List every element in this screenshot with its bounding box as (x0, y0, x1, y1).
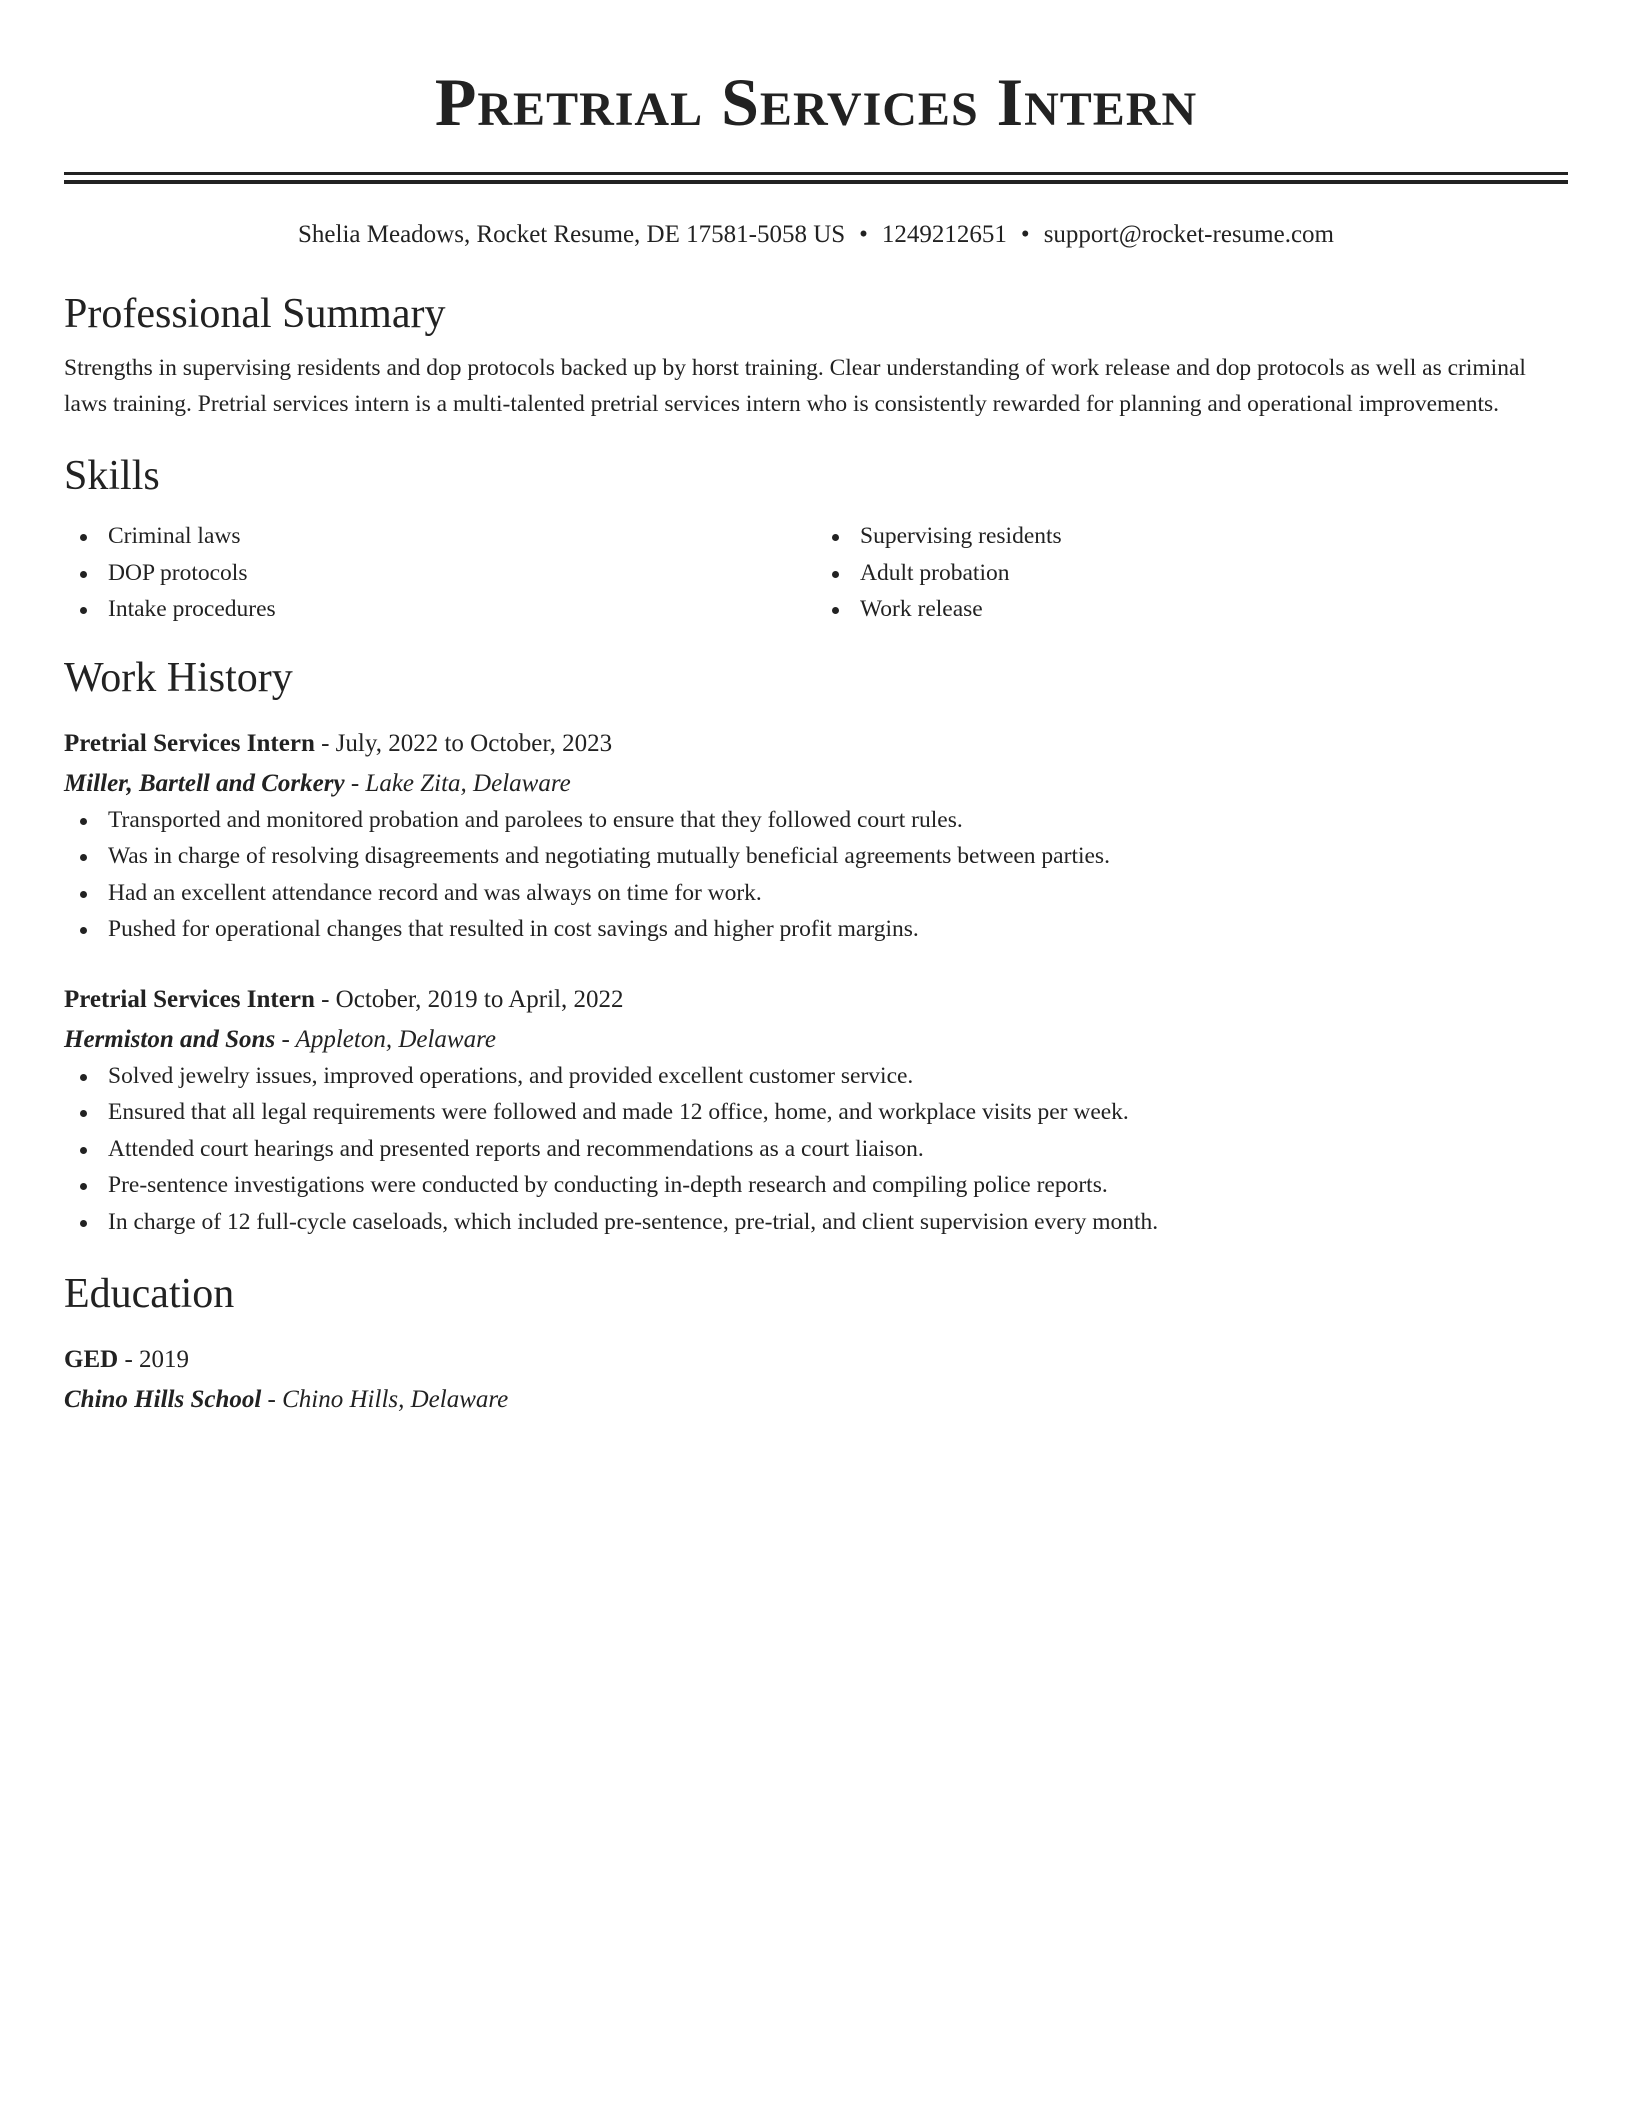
company-location: - Appleton, Delaware (275, 1025, 496, 1053)
job-title: Pretrial Services Intern (64, 985, 315, 1013)
degree-line (64, 1342, 1568, 1378)
job-title: Pretrial Services Intern (64, 729, 315, 757)
contact-phone: 1249212651 (881, 221, 1007, 248)
skill-item: Adult probation (816, 555, 1568, 592)
job-bullet: Attended court hearings and presented reports and recommendations as a court liaison. (64, 1131, 1568, 1168)
skills-column-left (64, 518, 816, 628)
degree-year: - 2019 (118, 1346, 190, 1373)
job-bullet: Ensured that all legal requirements were followed and made 12 office, home, and workplace visits per week. (64, 1094, 1568, 1131)
skills-grid (64, 518, 1568, 628)
company-name: Miller, Bartell and Corkery (64, 769, 345, 797)
education-section (64, 1268, 1568, 1418)
job-bullet: Transported and monitored probation and parolees to ensure that they followed court rules. (64, 802, 1568, 839)
summary-text: Strengths in supervising residents and dop protocols backed up by horst training. Clear understanding of work release and dop protocols as well as criminal laws training. Pretrial services intern is a multi-talented pretrial services intern who is consistently rewarded for planning and operational improvements. (64, 355, 1526, 417)
company-name: Hermiston and Sons (64, 1025, 276, 1053)
school-line (64, 1382, 1568, 1418)
job-bullet: Pre-sentence investigations were conducted by conducting in-depth research and compiling police reports. (64, 1167, 1568, 1204)
contact-address: Shelia Meadows, Rocket Resume, DE 17581-5058 US (298, 221, 846, 248)
job-entry (64, 726, 1568, 948)
summary-section (64, 288, 1568, 422)
degree-name: GED (64, 1346, 119, 1373)
school-location: - Chino Hills, Delaware (261, 1386, 509, 1413)
job-bullet-list (64, 1058, 1568, 1241)
summary-heading: Professional Summary (64, 291, 446, 337)
job-bullet: Solved jewelry issues, improved operations, and provided excellent customer service. (64, 1058, 1568, 1095)
skill-item: DOP protocols (64, 555, 816, 592)
skill-item: Intake procedures (64, 591, 816, 628)
job-title-line (64, 726, 1568, 762)
skill-item: Criminal laws (64, 518, 816, 555)
skill-item: Work release (816, 591, 1568, 628)
skills-section (64, 450, 1568, 628)
title-divider (64, 172, 1568, 184)
contact-email: support@rocket-resume.com (1043, 221, 1334, 248)
job-dates: - July, 2022 to October, 2023 (314, 729, 613, 757)
work-history-section (64, 652, 1568, 1241)
contact-separator: • (859, 221, 868, 248)
job-bullet: Had an excellent attendance record and was always on time for work. (64, 875, 1568, 912)
job-title-line (64, 982, 1568, 1018)
school-name: Chino Hills School (64, 1386, 262, 1413)
resume-title: Pretrial Services Intern (434, 64, 1198, 140)
job-entry (64, 982, 1568, 1241)
job-bullet-list (64, 802, 1568, 948)
skills-heading: Skills (64, 453, 160, 499)
job-dates: - October, 2019 to April, 2022 (314, 985, 624, 1013)
work-history-heading: Work History (64, 654, 293, 701)
skill-item: Supervising residents (816, 518, 1568, 555)
job-bullet: Pushed for operational changes that resulted in cost savings and higher profit margins. (64, 911, 1568, 948)
skills-column-right (816, 518, 1568, 628)
company-line (64, 1022, 1568, 1058)
company-location: - Lake Zita, Delaware (344, 769, 571, 797)
company-line (64, 766, 1568, 802)
contact-separator: • (1020, 221, 1030, 248)
job-bullet: In charge of 12 full-cycle caseloads, which included pre-sentence, pre-trial, and client supervision every month. (64, 1204, 1568, 1241)
contact-line (64, 218, 1568, 252)
job-bullet: Was in charge of resolving disagreements and negotiating mutually beneficial agreements between parties. (64, 838, 1568, 875)
education-heading: Education (64, 1271, 235, 1317)
